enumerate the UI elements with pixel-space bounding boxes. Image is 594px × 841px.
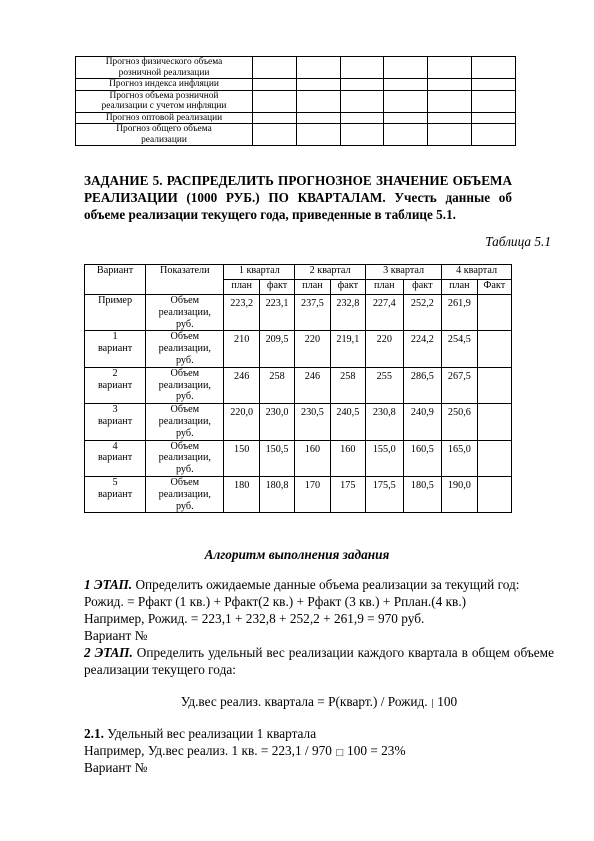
forecast-empty-cell: [296, 90, 340, 112]
indicator-line: Объем: [170, 367, 200, 379]
value-cell: 240,5: [330, 404, 365, 440]
variant-line: вариант: [97, 452, 133, 464]
forecast-empty-cell: [340, 79, 384, 91]
value-cell: 237,5: [295, 295, 330, 331]
forecast-label-line: Прогноз физического объема: [105, 57, 223, 67]
forecast-empty-cell: [253, 57, 297, 79]
indicator-line: Объем: [170, 440, 200, 452]
indicator-line: Объем: [170, 331, 200, 343]
variant-cell: [85, 367, 146, 403]
stage-1-label: 1 ЭТАП.: [84, 577, 133, 592]
forecast-empty-cell: [340, 90, 384, 112]
value-cell: 220: [366, 331, 404, 367]
variant-cell: [85, 440, 146, 476]
value-cell: 209,5: [259, 331, 294, 367]
forecast-empty-cell: [253, 90, 297, 112]
variant-number-1: Вариант №: [84, 628, 148, 643]
variant-number-2: Вариант №: [84, 760, 148, 775]
forecast-label-line: Прогноз общего объема: [116, 124, 212, 134]
indicator-line: руб.: [175, 464, 194, 476]
value-cell: 240,9: [403, 404, 442, 440]
value-cell: 230,0: [259, 404, 294, 440]
indicator-line: Объем: [170, 404, 200, 416]
data-row: [85, 295, 512, 331]
value-cell: 155,0: [366, 440, 404, 476]
indicator-line: руб.: [175, 354, 194, 366]
forecast-empty-cell: [428, 112, 472, 124]
step-2-1-line: [84, 725, 554, 742]
header-quarter-3: 3 квартал: [366, 265, 442, 280]
forecast-empty-cell: [253, 79, 297, 91]
header-fact: факт: [330, 280, 365, 295]
value-cell: 223,2: [224, 295, 259, 331]
indicator-line: руб.: [175, 500, 194, 512]
indicator-cell: [146, 367, 224, 403]
indicator-cell: [146, 476, 224, 512]
forecast-empty-cell: [428, 79, 472, 91]
forecast-row: [76, 112, 516, 124]
value-cell: 160,5: [403, 440, 442, 476]
value-cell: 227,4: [366, 295, 404, 331]
forecast-row-label: [76, 112, 253, 124]
value-cell: [477, 331, 511, 367]
stage-2-paragraph: [84, 644, 554, 679]
forecast-empty-cell: [296, 112, 340, 124]
table-caption: Таблица 5.1: [485, 234, 551, 249]
value-cell: [477, 367, 511, 403]
value-cell: 258: [330, 367, 365, 403]
forecast-empty-cell: [472, 57, 516, 79]
value-cell: 210: [224, 331, 259, 367]
variant-cell: [85, 404, 146, 440]
value-cell: 286,5: [403, 367, 442, 403]
forecast-empty-cell: [472, 79, 516, 91]
indicator-cell: [146, 331, 224, 367]
algorithm-title: Алгоритм выполнения задания: [204, 547, 390, 562]
variant-cell: [85, 476, 146, 512]
data-row: [85, 331, 512, 367]
forecast-row-label: [76, 90, 253, 112]
header-quarter-2: 2 квартал: [295, 265, 366, 280]
stage-1-line: [84, 576, 554, 593]
stage-2-text: Определить удельный вес реализации каждого квартала в общем объеме реализации текущего года:: [84, 645, 554, 678]
indicator-line: реализации,: [158, 452, 211, 464]
indicator-line: Объем: [170, 295, 200, 306]
variant-line: 3: [112, 404, 118, 416]
forecast-label-line: розничной реализации: [118, 67, 210, 78]
variant-line: 5: [112, 476, 118, 488]
forecast-row-label: [76, 124, 253, 146]
forecast-empty-cell: [296, 57, 340, 79]
indicator-cell: [146, 295, 224, 331]
example-expected: Например, Рожид. = 223,1 + 232,8 + 252,2 + 261,9 = 970 руб.: [84, 611, 425, 626]
forecast-empty-cell: [428, 90, 472, 112]
step-2-1-label: 2.1.: [84, 726, 104, 741]
forecast-empty-cell: [340, 124, 384, 146]
indicator-line: реализации,: [158, 379, 211, 391]
forecast-empty-cell: [340, 57, 384, 79]
forecast-label-line: Прогноз индекса инфляции: [109, 79, 219, 89]
value-cell: 219,1: [330, 331, 365, 367]
stage-2-label: 2 ЭТАП.: [84, 645, 133, 660]
variant-line: 2: [112, 367, 118, 379]
indicator-line: реализации,: [158, 306, 211, 318]
value-cell: [477, 404, 511, 440]
sales-data-table: [84, 264, 512, 513]
formula-share-text: Уд.вес реализ. квартала = Р(кварт.) / Рожид.: [180, 694, 428, 709]
header-indicators: Показатели: [146, 265, 224, 295]
value-cell: 230,8: [366, 404, 404, 440]
forecast-empty-cell: [384, 124, 428, 146]
formula-expected: Рожид. = Рфакт (1 кв.) + Рфакт(2 кв.) + Рфакт (3 кв.) + Рплан.(4 кв.): [84, 594, 467, 609]
value-cell: 175: [330, 476, 365, 512]
stage-1-text: Определить ожидаемые данные объема реализации за текущий год:: [132, 577, 520, 592]
header-fact-last: Факт: [477, 280, 511, 295]
forecast-label-line: Прогноз оптовой реализации: [105, 112, 223, 123]
value-cell: 232,8: [330, 295, 365, 331]
header-quarter-4: 4 квартал: [442, 265, 512, 280]
header-fact: факт: [259, 280, 294, 295]
data-row: [85, 367, 512, 403]
variant-line: 1: [112, 331, 118, 343]
value-cell: 220: [295, 331, 330, 367]
variant-line: вариант: [97, 415, 133, 427]
value-cell: 252,2: [403, 295, 442, 331]
formula-share: [84, 693, 554, 713]
value-cell: 224,2: [403, 331, 442, 367]
indicator-cell: [146, 440, 224, 476]
header-plan: план: [224, 280, 259, 295]
indicator-line: руб.: [175, 318, 194, 330]
forecast-empty-cell: [472, 124, 516, 146]
value-cell: 165,0: [442, 440, 477, 476]
value-cell: 246: [295, 367, 330, 403]
forecast-empty-cell: [384, 90, 428, 112]
header-variant: Вариант: [85, 265, 146, 295]
indicator-line: руб.: [175, 391, 194, 403]
header-quarter-1: 1 квартал: [224, 265, 295, 280]
indicator-line: реализации,: [158, 415, 211, 427]
value-cell: 160: [330, 440, 365, 476]
value-cell: 180,8: [259, 476, 294, 512]
value-cell: 170: [295, 476, 330, 512]
value-cell: 180,5: [403, 476, 442, 512]
forecast-row: [76, 57, 516, 79]
value-cell: 190,0: [442, 476, 477, 512]
forecast-table: [75, 56, 516, 146]
variant-line: вариант: [97, 379, 133, 391]
forecast-empty-cell: [472, 112, 516, 124]
forecast-row: [76, 79, 516, 91]
header-plan: план: [295, 280, 330, 295]
header-fact: факт: [403, 280, 442, 295]
task-heading: ЗАДАНИЕ 5. РАСПРЕДЕЛИТЬ ПРОГНОЗНОЕ ЗНАЧЕНИЕ ОБЪЕМА РЕАЛИЗАЦИИ (1000 РУБ.) ПО КВАРТАЛАМ. Учесть данные об объеме реализации текущего года, приведенные в таблице 5.1.: [84, 173, 512, 222]
forecast-label-line: реализации: [141, 134, 187, 145]
value-cell: 150,5: [259, 440, 294, 476]
forecast-row: [76, 90, 516, 112]
forecast-empty-cell: [472, 90, 516, 112]
forecast-row-label: [76, 79, 253, 91]
forecast-empty-cell: [253, 124, 297, 146]
forecast-empty-cell: [253, 112, 297, 124]
value-cell: 258: [259, 367, 294, 403]
value-cell: 175,5: [366, 476, 404, 512]
forecast-row: [76, 124, 516, 146]
data-row: [85, 476, 512, 512]
value-cell: 220,0: [224, 404, 259, 440]
value-cell: 246: [224, 367, 259, 403]
indicator-line: реализации,: [158, 343, 211, 355]
forecast-empty-cell: [428, 124, 472, 146]
header-plan: план: [366, 280, 404, 295]
indicator-line: руб.: [175, 427, 194, 439]
indicator-cell: [146, 404, 224, 440]
forecast-empty-cell: [384, 79, 428, 91]
forecast-label-line: Прогноз объема розничной: [109, 90, 219, 101]
value-cell: [477, 295, 511, 331]
value-cell: 230,5: [295, 404, 330, 440]
multiply-symbol: |: [430, 699, 434, 709]
value-cell: [477, 440, 511, 476]
variant-line: вариант: [97, 343, 133, 355]
value-cell: 223,1: [259, 295, 294, 331]
value-cell: 261,9: [442, 295, 477, 331]
variant-cell: [85, 331, 146, 367]
indicator-line: реализации,: [158, 488, 211, 500]
data-row: [85, 404, 512, 440]
multiply-box-symbol: □: [335, 748, 344, 758]
forecast-label-line: реализации с учетом инфляции: [101, 101, 227, 111]
value-cell: 250,6: [442, 404, 477, 440]
quarter-header-row: [85, 265, 512, 280]
forecast-row-label: [76, 57, 253, 79]
variant-line: 4: [112, 440, 118, 452]
forecast-empty-cell: [428, 57, 472, 79]
variant-cell: [85, 295, 146, 331]
indicator-line: Объем: [170, 476, 200, 488]
data-row: [85, 440, 512, 476]
value-cell: [477, 476, 511, 512]
formula-share-end: 100: [433, 694, 458, 709]
forecast-empty-cell: [296, 124, 340, 146]
example-share-a: Например, Уд.вес реализ. 1 кв. = 223,1 / 970: [84, 743, 336, 758]
value-cell: 150: [224, 440, 259, 476]
variant-line: Пример: [98, 295, 133, 306]
variant-line: вариант: [97, 488, 133, 500]
forecast-empty-cell: [384, 57, 428, 79]
example-share-b: 100 = 23%: [343, 743, 406, 758]
value-cell: 254,5: [442, 331, 477, 367]
value-cell: 267,5: [442, 367, 477, 403]
value-cell: 180: [224, 476, 259, 512]
forecast-empty-cell: [384, 112, 428, 124]
header-plan: план: [442, 280, 477, 295]
forecast-empty-cell: [296, 79, 340, 91]
value-cell: 160: [295, 440, 330, 476]
forecast-empty-cell: [340, 112, 384, 124]
step-2-1-text: Удельный вес реализации 1 квартала: [103, 726, 317, 741]
value-cell: 255: [366, 367, 404, 403]
